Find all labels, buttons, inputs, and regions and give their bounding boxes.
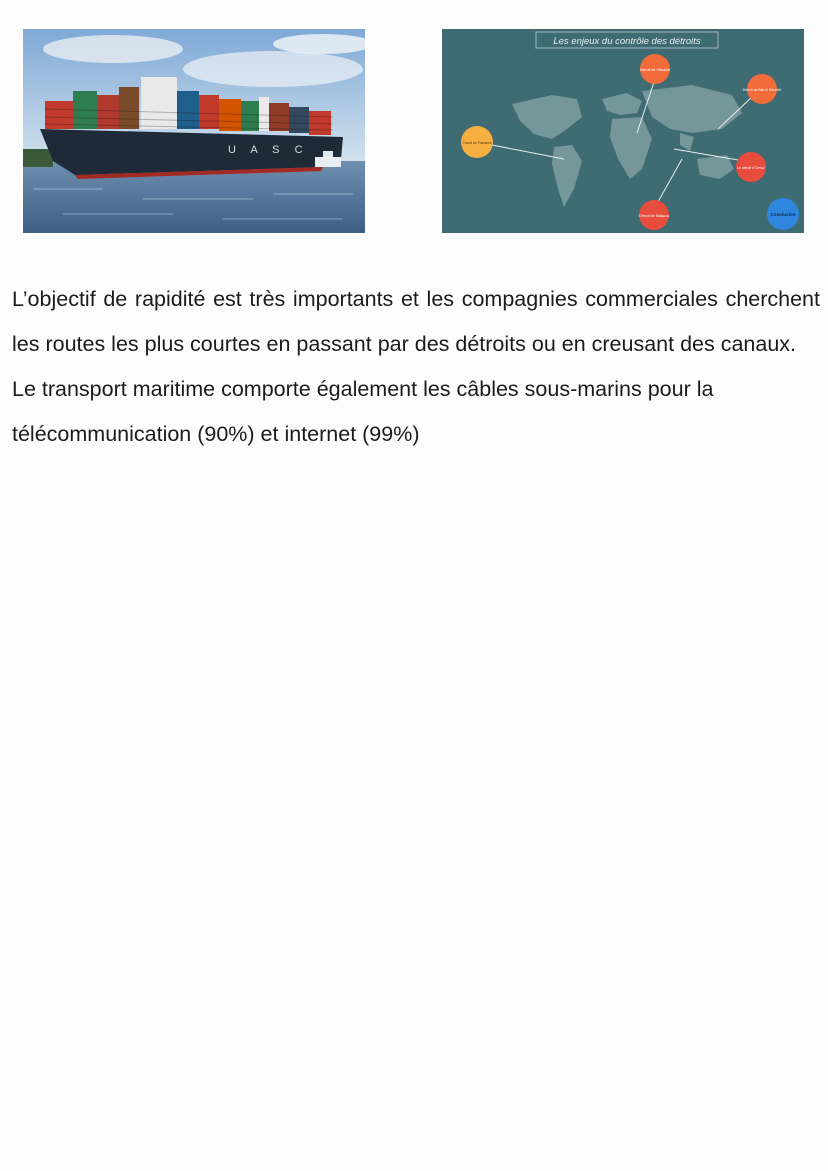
bubble-malacca[interactable]: [639, 200, 669, 230]
container-ship-photo: [23, 29, 365, 233]
straits-map-slide: [442, 29, 804, 233]
bubble-panama-label: Canal de Panama: [462, 141, 492, 145]
bubble-panama[interactable]: [461, 126, 493, 158]
bubble-ormuz-label: Le détroit d'Ormuz: [737, 166, 765, 170]
bubble-ormuz[interactable]: [736, 152, 766, 182]
bubble-malacca-label: Détroit de Malacca: [639, 214, 669, 218]
paragraph-cables: Le transport maritime comporte également les câbles sous-marins pour la télécommunication (90%) et internet (99%): [12, 377, 714, 446]
bubble-conclusion-label: Conclusion: [770, 212, 796, 217]
hull-lettering: U A S C: [228, 144, 309, 156]
body-text: [12, 277, 820, 457]
map-title: Les enjeux du contrôle des détroits: [553, 36, 701, 47]
paragraph-rapidity: L’objectif de rapidité est très importants et les compagnies commerciales cherchent les routes les plus courtes en passant par des détroits ou en creusant des canaux.: [12, 287, 820, 356]
bubble-conclusion[interactable]: [767, 198, 799, 230]
bubble-bab-label: Détroit de Bab el Mandeb: [742, 88, 782, 92]
bubble-gibraltar-label: Détroit de Gibraltar: [639, 68, 671, 72]
